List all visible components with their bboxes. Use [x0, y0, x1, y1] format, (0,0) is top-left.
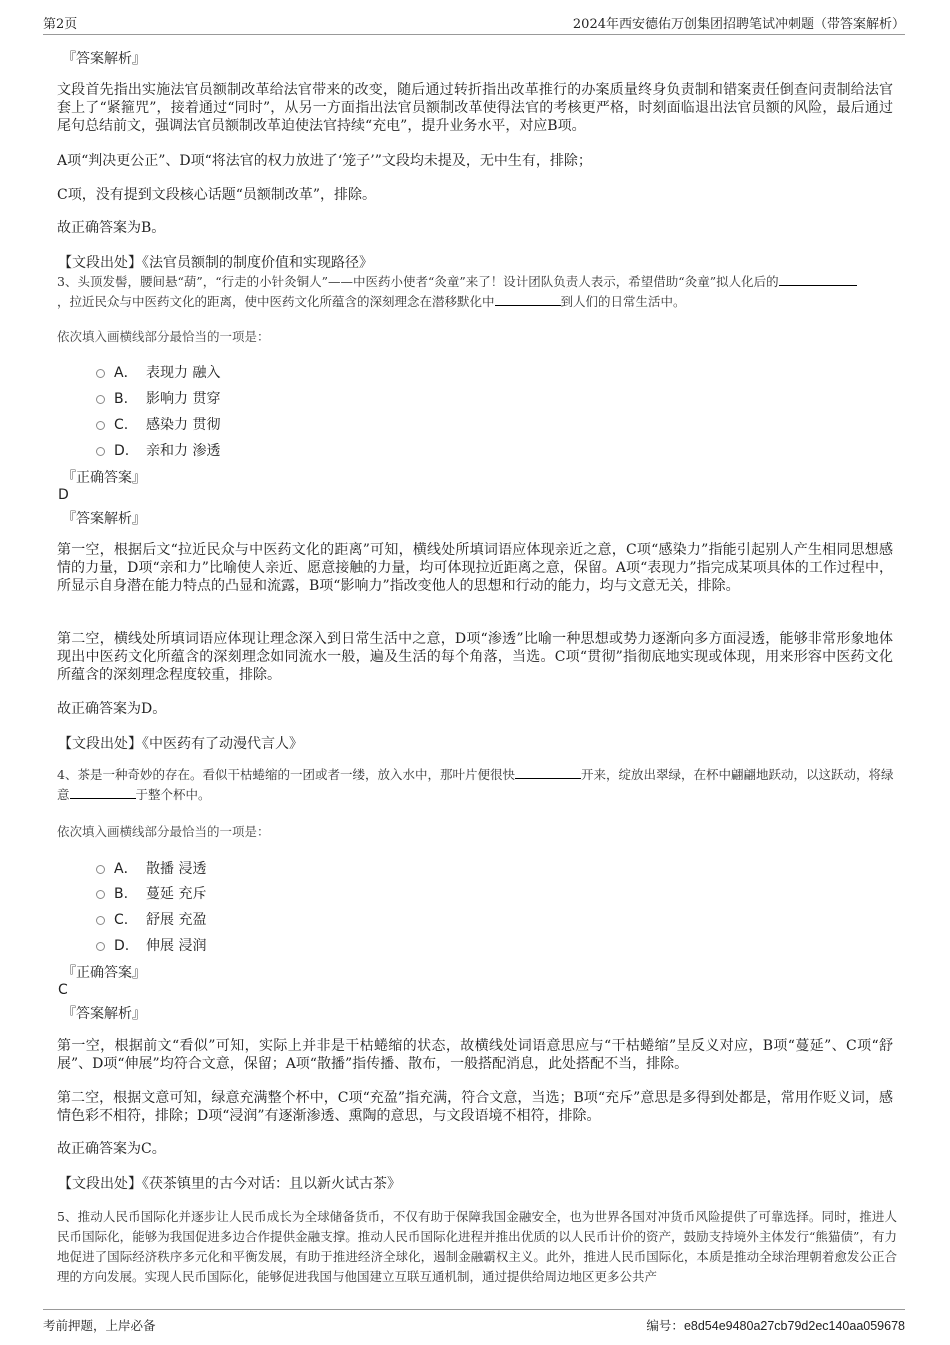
- q2-analysis-p1: 文段首先指出实施法官员额制改革给法官带来的改变，随后通过转折指出改革推行的办案质量终身负责制和错案责任倒查问责制给法官套上了“紧箍咒”，接着通过“同时”，从另一方面指出法官员额制改革使得法官的考核更严格，时刻面临退出法官员额的风险，最后通过尾句总结前文，强调法官员额制改革迫使法官持续“充电”，提升业务水平，对应B项。: [57, 82, 893, 134]
- q4-correct-answer: C: [58, 982, 68, 998]
- q4-analysis-p3: 故正确答案为C。: [57, 1141, 166, 1157]
- radio-icon[interactable]: [96, 421, 105, 430]
- q4-correct-label: 『正确答案』: [62, 965, 146, 981]
- page-number: 第2页: [43, 17, 78, 32]
- radio-icon[interactable]: [96, 916, 105, 925]
- q3-analysis-p3: 故正确答案为D。: [57, 701, 167, 717]
- radio-icon[interactable]: [96, 865, 105, 874]
- document-title: 2024年西安德佑万创集团招聘笔试冲刺题（带答案解析）: [572, 17, 905, 32]
- q3-source: 【文段出处】《中医药有了动漫代言人》: [58, 736, 303, 752]
- q3-analysis-p1: 第一空，根据后文“拉近民众与中医药文化的距离”可知，横线处所填词语应体现亲近之意，C项“感染力”指能引起别人产生相同思想感情的力量，D项“亲和力”比喻使人亲近、愿意接触的力量，均可体现拉近距离之意，保留。A项“表现力”指完成某项具体的工作过程中，所显示自身潜在能力特点的凸显和流露，B项“影响力”指改变他人的思想和行动的能力，均与文意无关，排除。: [57, 542, 893, 594]
- q4-analysis-label: 『答案解析』: [62, 1006, 146, 1022]
- radio-icon[interactable]: [96, 395, 105, 404]
- q2-analysis-p4: 故正确答案为B。: [57, 220, 166, 236]
- q3-option-b[interactable]: B. 影响力 贯穿: [96, 388, 220, 408]
- q3-option-a[interactable]: A． 表现力 融入: [96, 362, 220, 382]
- q3-blank-1[interactable]: [779, 273, 857, 286]
- page-footer: [43, 1309, 905, 1334]
- q2-analysis-label: 『答案解析』: [62, 51, 146, 67]
- page-header: [43, 12, 905, 35]
- q3-stem: 3、头顶发髻，腰间悬“葫”，“行走的小针灸铜人”——中医药小使者“灸童”来了！设计团队负责人表示，希望借助“灸童”拟人化后的 ，拉近民众与中医药文化的距离，使中医药文化所蕴含的深刻理念在潜移默化中 到人们的日常生活中。: [57, 272, 897, 312]
- q4-blank-2[interactable]: [70, 786, 136, 799]
- q3-blank-2[interactable]: [495, 293, 561, 306]
- q4-option-d[interactable]: D. 伸展 浸润: [96, 935, 206, 955]
- q4-analysis-p1: 第一空，根据前文“看似”可知，实际上并非是干枯蜷缩的状态，故横线处词语意思应与“干枯蜷缩”呈反义对应，B项“蔓延”、C项“舒展”、D项“伸展”均符合文意，保留；A项“散播”指传播、散布，一般搭配消息，此处搭配不当，排除。: [57, 1038, 893, 1072]
- q3-correct-answer: D: [58, 487, 69, 503]
- q2-source: 【文段出处】《法官员额制的制度价值和实现路径》: [58, 255, 373, 271]
- footer-slogan: 考前押题，上岸必备: [43, 1318, 156, 1333]
- radio-icon[interactable]: [96, 447, 105, 456]
- q2-analysis-p2: A项“判决更公正”、D项“将法官的权力放进了‘笼子’”文段均未提及，无中生有，排除；: [57, 153, 592, 169]
- q4-stem: 4、茶是一种奇妙的存在。看似干枯蜷缩的一团或者一缕，放入水中，那叶片便很快 开来，绽放出翠绿，在杯中翩翩地跃动，以这跃动，将绿意 于整个杯中。: [57, 767, 894, 802]
- q3-instruction: 依次填入画横线部分最恰当的一项是：: [57, 329, 270, 344]
- q3-analysis-label: 『答案解析』: [62, 511, 146, 527]
- q4-blank-1[interactable]: [515, 766, 581, 779]
- q3-analysis-p2: 第二空，横线处所填词语应体现让理念深入到日常生活中之意，D项“渗透”比喻一种思想或势力逐渐向多方面浸透，能够非常形象地体现出中医药文化所蕴含的深刻理念如同流水一般，遍及生活的每个角落，当选。C项“贯彻”指彻底地实现或体现，用来形容中医药文化所蕴含的深刻理念程度较重，排除。: [57, 631, 893, 683]
- q4-option-a[interactable]: A． 散播 浸透: [96, 858, 206, 878]
- q4-analysis-p2: 第二空，根据文意可知，绿意充满整个杯中，C项“充盈”指充满，符合文意，当选；B项“充斥”意思是多得到处都是，常用作贬义词，感情色彩不相符，排除；D项“浸润”有逐渐渗透、熏陶的意思，与文段语境不相符，排除。: [57, 1090, 893, 1124]
- q4-source: 【文段出处】《茯茶镇里的古今对话：且以新火试古茶》: [58, 1176, 401, 1192]
- q5-stem: 5、推动人民币国际化并逐步让人民币成长为全球储备货币，不仅有助于保障我国金融安全，也为世界各国对冲货币风险提供了可靠选择。同时，推进人民币国际化，能够为我国促进多边合作提供金融支撑。推动人民币国际化进程并推出优质的以人民币计价的资产，鼓励支持境外主体发行“熊猫债”，有力地促进了国际经济秩序多元化和平衡发展，有助于推进经济全球化，遏制金融霸权主义。此外，推进人民币国际化，本质是推动全球治理朝着愈发公正合理的方向发展。实现人民币国际化，能够促进我国与他国建立互联互通机制，通过提供给周边地区更多公共产: [57, 1209, 897, 1284]
- radio-icon[interactable]: [96, 890, 105, 899]
- radio-icon[interactable]: [96, 369, 105, 378]
- q3-option-c[interactable]: C. 感染力 贯彻: [96, 414, 220, 434]
- q4-option-b[interactable]: B. 蔓延 充斥: [96, 883, 206, 903]
- radio-icon[interactable]: [96, 942, 105, 951]
- q4-instruction: 依次填入画横线部分最恰当的一项是：: [57, 824, 270, 839]
- q3-option-d[interactable]: D. 亲和力 渗透: [96, 440, 220, 460]
- q4-option-c[interactable]: C. 舒展 充盈: [96, 909, 206, 929]
- q2-analysis-p3: C项，没有提到文段核心话题“员额制改革”，排除。: [57, 187, 377, 203]
- document-code: 编号：e8d54e9480a27cb79d2ec140aa059678: [646, 1318, 905, 1333]
- q3-correct-label: 『正确答案』: [62, 470, 146, 486]
